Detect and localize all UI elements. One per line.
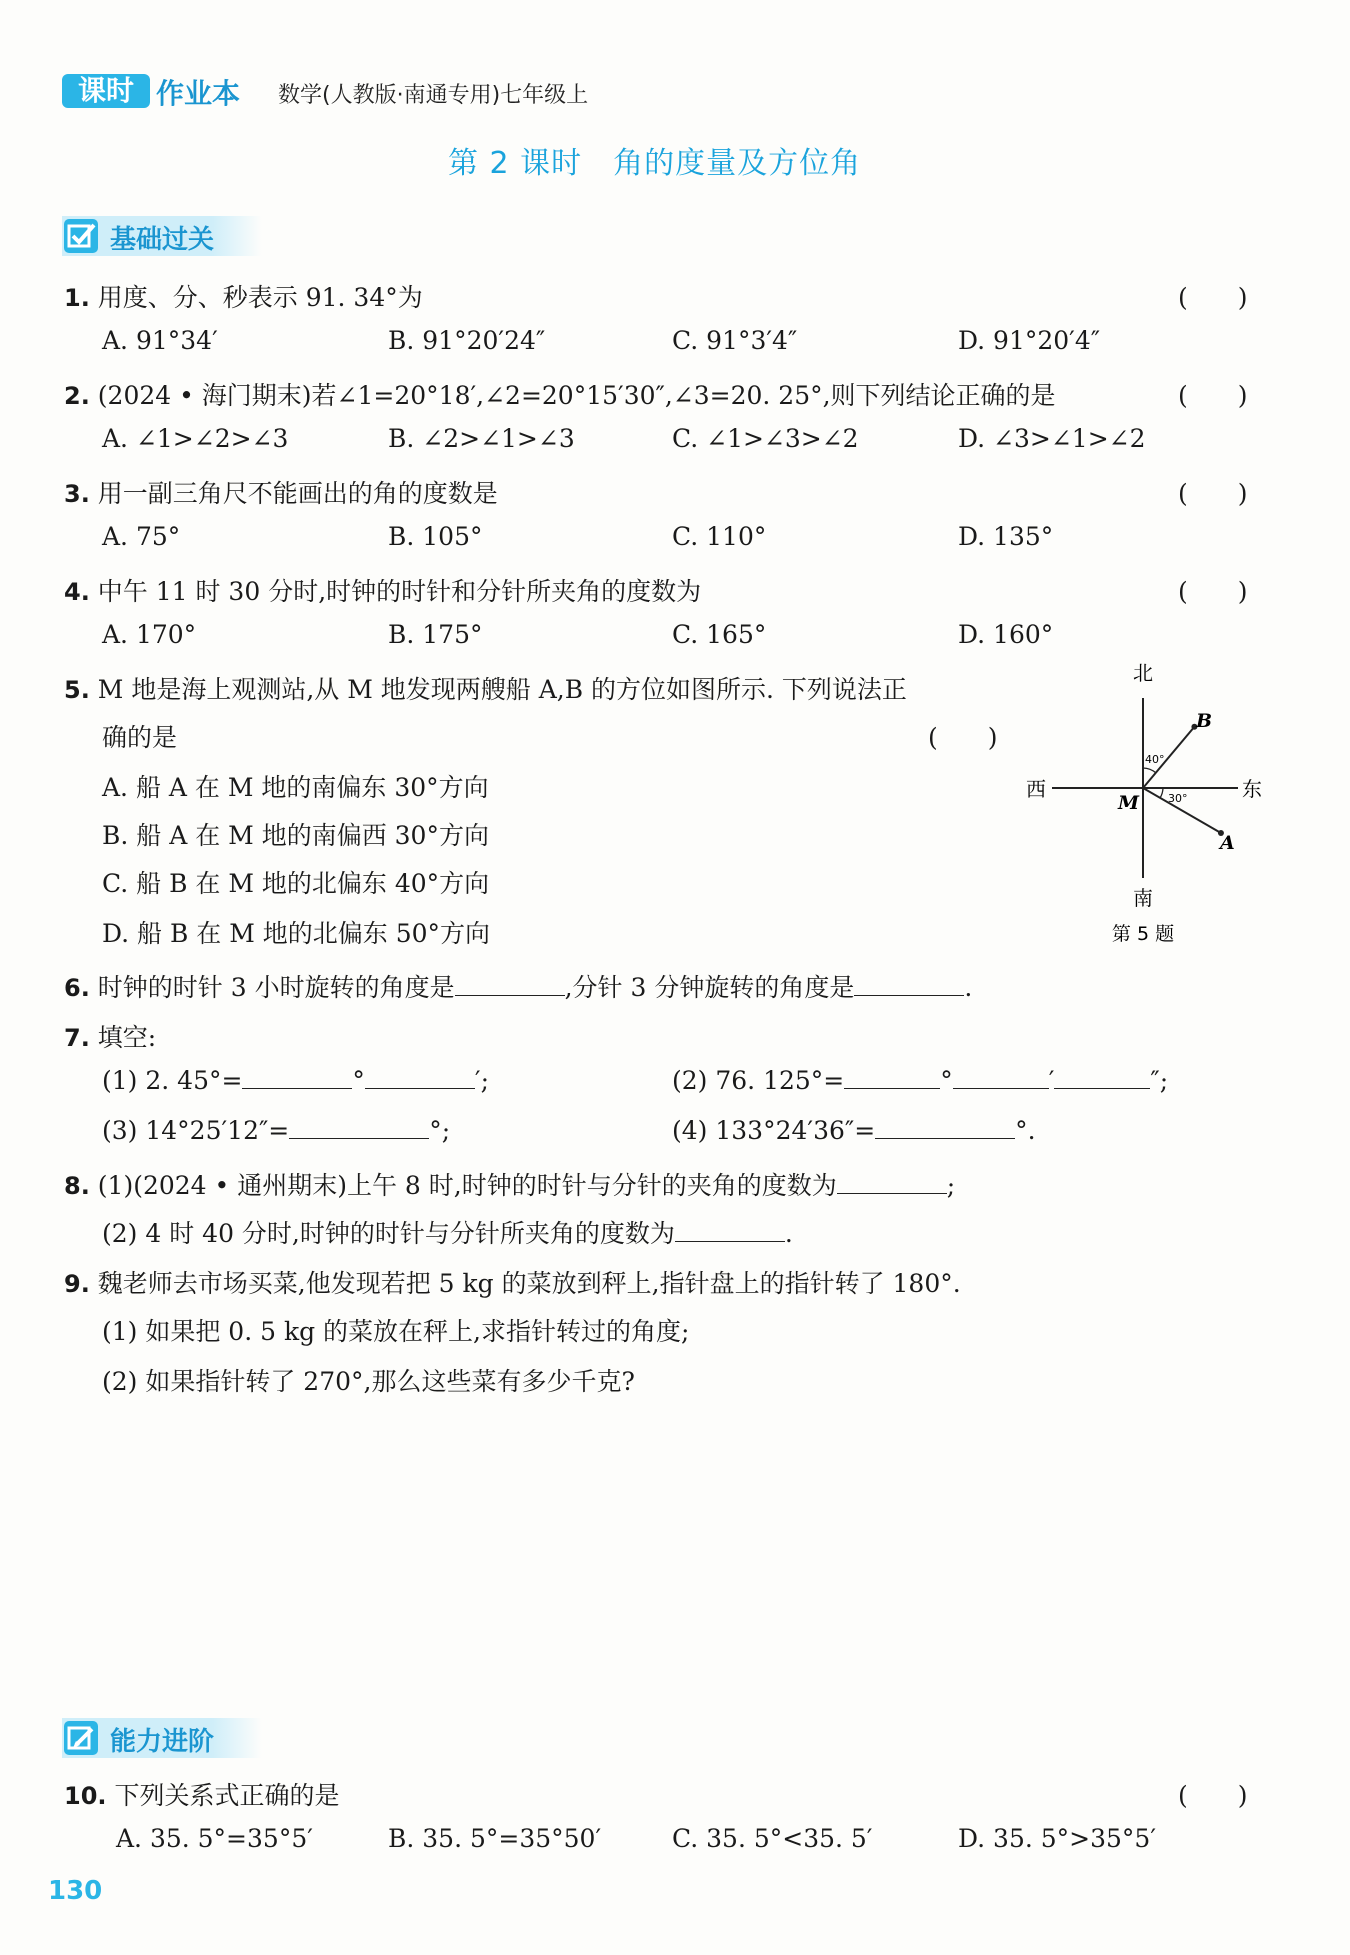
question-text: (1)(2024 • 通州期末)上午 8 时,时钟的时针与分针的夹角的度数为 bbox=[97, 1171, 837, 1200]
question-number: 1. bbox=[64, 284, 90, 312]
q8-part-2: (2) 4 时 40 分时,时钟的时针与分针所夹角的度数为 . bbox=[102, 1219, 793, 1248]
section-basic bbox=[62, 216, 262, 256]
question-text: 填空: bbox=[97, 1023, 157, 1052]
section-advanced-label: 能力进阶 bbox=[110, 1727, 215, 1757]
option: A. 170° bbox=[102, 620, 197, 649]
answer-blank[interactable] bbox=[675, 1219, 785, 1242]
lesson-title: 第 2 课时 角的度量及方位角 bbox=[448, 146, 862, 181]
angle-arc-a bbox=[1160, 788, 1163, 798]
label-east: 东 bbox=[1242, 777, 1262, 801]
q9-part-1: (1) 如果把 0. 5 kg 的菜放在秤上,求指针转过的角度; bbox=[102, 1317, 690, 1346]
question-text: 时钟的时针 3 小时旋转的角度是 bbox=[97, 973, 455, 1002]
direction-diagram bbox=[1010, 660, 1290, 950]
option: C. 船 B 在 M 地的北偏东 40°方向 bbox=[102, 869, 490, 898]
answer-blank[interactable] bbox=[455, 973, 565, 996]
label-north: 北 bbox=[1133, 661, 1153, 685]
answer-paren: ( ) bbox=[1178, 479, 1248, 508]
option: D. 船 B 在 M 地的北偏东 50°方向 bbox=[102, 919, 491, 948]
option: D. 91°20′4″ bbox=[958, 326, 1101, 355]
option: D. 160° bbox=[958, 620, 1054, 649]
question-text: 用度、分、秒表示 91. 34°为 bbox=[97, 283, 423, 312]
question-text: 用一副三角尺不能画出的角的度数是 bbox=[97, 479, 498, 508]
question-4 bbox=[64, 572, 701, 608]
figure-caption: 第 5 题 bbox=[1111, 923, 1175, 945]
answer-blank[interactable] bbox=[242, 1066, 352, 1089]
answer-paren: ( ) bbox=[928, 723, 998, 752]
option: A. 35. 5°=35°5′ bbox=[116, 1824, 313, 1853]
angle-arc-b bbox=[1143, 768, 1156, 773]
answer-paren: ( ) bbox=[1178, 381, 1248, 410]
question-text: . bbox=[964, 973, 973, 1002]
option: B. 175° bbox=[388, 620, 483, 649]
option: A. 船 A 在 M 地的南偏东 30°方向 bbox=[102, 773, 489, 802]
label-a: A bbox=[1220, 832, 1235, 854]
question-number: 7. bbox=[64, 1024, 90, 1052]
question-2 bbox=[64, 376, 1056, 412]
section-advanced bbox=[62, 1718, 262, 1758]
section-basic-label: 基础过关 bbox=[110, 225, 215, 255]
question-6 bbox=[64, 968, 972, 1004]
option: A. 75° bbox=[102, 522, 181, 551]
question-text-cont: 确的是 bbox=[102, 723, 178, 752]
label-angle-a: 30° bbox=[1168, 792, 1188, 805]
question-text: M 地是海上观测站,从 M 地发现两艘船 A,B 的方位如图所示. 下列说法正 bbox=[97, 675, 907, 704]
option: C. 35. 5°<35. 5′ bbox=[672, 1824, 873, 1853]
option: A. 91°34′ bbox=[102, 326, 218, 355]
question-3 bbox=[64, 474, 498, 510]
answer-paren: ( ) bbox=[1178, 283, 1248, 312]
option: B. 35. 5°=35°50′ bbox=[388, 1824, 602, 1853]
question-10 bbox=[64, 1776, 339, 1812]
q7-part-2: (2) 76. 125°= ° ′ ″; bbox=[672, 1066, 1169, 1095]
q7-part-1: (1) 2. 45°= ° ′; bbox=[102, 1066, 490, 1095]
question-number: 4. bbox=[64, 578, 90, 606]
question-number: 3. bbox=[64, 480, 90, 508]
option: D. ∠3>∠1>∠2 bbox=[958, 424, 1146, 453]
question-8: 8. (1)(2024 • 通州期末)上午 8 时,时钟的时针与分针的夹角的度数为 ; bbox=[64, 1171, 956, 1200]
question-5 bbox=[64, 670, 907, 706]
question-number: 9. bbox=[64, 1270, 90, 1298]
question-number: 8. bbox=[64, 1172, 90, 1200]
option: B. ∠2>∠1>∠3 bbox=[388, 424, 575, 453]
label-angle-b: 40° bbox=[1145, 753, 1165, 766]
question-text: 下列关系式正确的是 bbox=[114, 1781, 340, 1810]
question-number: 2. bbox=[64, 382, 90, 410]
q7-part-text: (1) 2. 45°= bbox=[102, 1066, 243, 1095]
option: C. ∠1>∠3>∠2 bbox=[672, 424, 859, 453]
q9-part-2: (2) 如果指针转了 270°,那么这些菜有多少千克? bbox=[102, 1367, 635, 1396]
question-text: 中午 11 时 30 分时,时钟的时针和分针所夹角的度数为 bbox=[97, 577, 702, 606]
question-7 bbox=[64, 1018, 156, 1054]
answer-paren: ( ) bbox=[1178, 1781, 1248, 1810]
pencil-icon bbox=[64, 1721, 98, 1755]
question-number: 10. bbox=[64, 1782, 107, 1810]
question-1 bbox=[64, 278, 423, 314]
q7-part-4: (4) 133°24′36″= °. bbox=[672, 1116, 1036, 1145]
label-m: M bbox=[1118, 792, 1140, 814]
checkbox-icon bbox=[64, 219, 98, 253]
option: C. 91°3′4″ bbox=[672, 326, 798, 355]
q7-part-text: (3) 14°25′12″= bbox=[102, 1116, 290, 1145]
question-text: 魏老师去市场买菜,他发现若把 5 kg 的菜放到秤上,指针盘上的指针转了 180°. bbox=[97, 1269, 961, 1298]
question-text: ,分针 3 分钟旋转的角度是 bbox=[564, 973, 855, 1002]
question-number: 6. bbox=[64, 974, 90, 1002]
answer-blank[interactable] bbox=[875, 1116, 1015, 1139]
answer-blank[interactable] bbox=[844, 1066, 940, 1089]
label-south: 南 bbox=[1133, 886, 1153, 910]
brand-logo: 课时 bbox=[62, 74, 150, 108]
option: B. 91°20′24″ bbox=[388, 326, 546, 355]
option: B. 105° bbox=[388, 522, 483, 551]
answer-blank[interactable] bbox=[1054, 1066, 1150, 1089]
answer-blank[interactable] bbox=[953, 1066, 1049, 1089]
question-text: (2024 • 海门期末)若∠1=20°18′,∠2=20°15′30″,∠3=20. 25°,则下列结论正确的是 bbox=[97, 381, 1056, 410]
q7-part-text: (4) 133°24′36″= bbox=[672, 1116, 876, 1145]
question-number: 5. bbox=[64, 676, 90, 704]
option: A. ∠1>∠2>∠3 bbox=[102, 424, 289, 453]
answer-blank[interactable] bbox=[837, 1171, 947, 1194]
q7-part-3: (3) 14°25′12″= °; bbox=[102, 1116, 451, 1145]
option: D. 135° bbox=[958, 522, 1054, 551]
answer-blank[interactable] bbox=[854, 973, 964, 996]
page-number: 130 bbox=[48, 1876, 103, 1906]
question-9 bbox=[64, 1264, 961, 1300]
answer-blank[interactable] bbox=[289, 1116, 429, 1139]
option: B. 船 A 在 M 地的南偏西 30°方向 bbox=[102, 821, 489, 850]
brand-text: 作业本 bbox=[156, 77, 241, 110]
answer-paren: ( ) bbox=[1178, 577, 1248, 606]
label-west: 西 bbox=[1026, 777, 1046, 801]
option: C. 110° bbox=[672, 522, 767, 551]
label-b: B bbox=[1196, 710, 1213, 732]
option: C. 165° bbox=[672, 620, 767, 649]
answer-blank[interactable] bbox=[365, 1066, 475, 1089]
q7-part-text: (2) 76. 125°= bbox=[672, 1066, 845, 1095]
book-subject: 数学(人教版·南通专用)七年级上 bbox=[278, 83, 589, 108]
option: D. 35. 5°>35°5′ bbox=[958, 1824, 1156, 1853]
question-text: (2) 4 时 40 分时,时钟的时针与分针所夹角的度数为 bbox=[102, 1219, 675, 1248]
